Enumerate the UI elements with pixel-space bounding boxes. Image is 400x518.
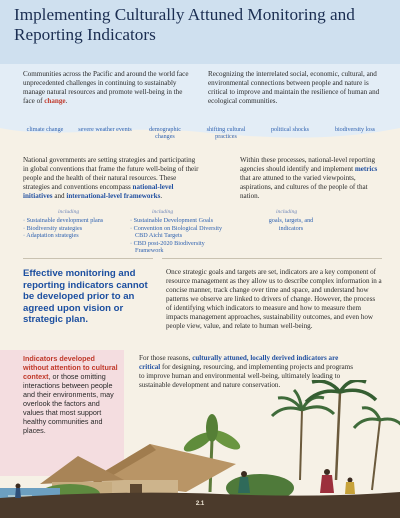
person-icon [15, 484, 21, 499]
strategies-and: and [52, 192, 67, 200]
person-icon [345, 478, 355, 495]
metrics-text: Within these processes, national-level reporting agencies should identify and implement [240, 156, 376, 173]
tag-biodiversity-loss: biodiversity loss [334, 127, 376, 133]
palm-tree-icon [272, 390, 334, 480]
divider [162, 258, 382, 259]
tag-political-shocks: political shocks [270, 127, 310, 133]
indicators-paragraph: Once strategic goals and targets are set, indicators are a key component of resource management as they allow us to describe complex information in a concise manner, track change over time and space, and understand how patterns we observe are linked to drivers of change. However, the process of identifying which indicators to measure and how to measure them impacts management approaches, sustainability outcomes, and even how people view, value, and relate to human well-being. [166, 268, 382, 330]
tag-shifting-cultural-practices: shifting cultural practices [206, 127, 246, 140]
list-item: · Biodiversity strategies [23, 224, 83, 232]
list-item: · Convention on Biological Diversity CBD Aichi Targets [130, 224, 223, 240]
page-title: Implementing Culturally Attuned Monitoring and Reporting Indicators [14, 5, 355, 44]
tag-demographic-changes: demographic changes [149, 127, 181, 140]
international-list [130, 217, 234, 255]
palm-tree-icon [354, 408, 400, 490]
intro-left-end: . [65, 97, 68, 105]
intro-right: Recognizing the interrelated social, economic, cultural, and environmental connections between people and nature is critical to improve and maintain the resilience of human and ecological communities. [208, 70, 380, 105]
page-number: 2.1 [195, 501, 205, 507]
metrics-list [262, 217, 320, 232]
pull-quote: Effective monitoring and reporting indicators cannot be developed prior to an agreed upon vision or strategic plan. [23, 268, 148, 326]
conclusion-rest: for designing, resourcing, and implementing projects and programs to improve human and environmental well-being, ultimately leading to sustainable development and nature conservation. [139, 363, 353, 389]
national-initiatives-highlight: national-level initiatives [23, 183, 174, 200]
cultural-context-highlight: Indicators developed without attention to cultural context [23, 354, 118, 381]
person-icon [238, 471, 250, 493]
metrics-highlight: metrics [354, 165, 378, 173]
list-item: · CBD post-2020 Biodiversity Framework [130, 239, 205, 255]
intro-change-highlight: change [44, 97, 66, 105]
metrics-paragraph [240, 156, 382, 201]
national-list [23, 217, 125, 240]
divider [23, 258, 153, 259]
strategies-text: National governments are setting strategies and participating in global conventions that frame the future well-being of their people and the health of their natural resources. These strategies and conventions encompass [23, 156, 199, 191]
callout-rest: , or those omitting interactions between people and their environments, may overlook the factors and values that most support healthy communities and places. [23, 372, 114, 435]
intro-left [23, 70, 195, 106]
intro-left-text: Communities across the Pacific and around the world face unprecedented challenges in continuing to sustainably manage natural resources and promote well-being in the face of [23, 70, 189, 105]
tag-climate-change: climate change [26, 127, 64, 133]
including-label-national: including [58, 209, 80, 215]
culturally-attuned-highlight: culturally attuned, locally derived indicators are critical [139, 354, 339, 371]
metrics-end: that are attuned to the varied viewpoints, aspirations, and cultures of the people of that nation. [240, 174, 368, 200]
person-icon [320, 469, 334, 493]
strategies-paragraph [23, 156, 201, 201]
tag-severe-weather: severe weather events [78, 127, 132, 133]
including-label-metrics: including [276, 209, 298, 215]
list-item: · Sustainable development plans [23, 217, 104, 224]
strategies-end: . [160, 192, 163, 200]
conclusion-start: For those reasons, [139, 354, 193, 362]
international-frameworks-highlight: international-level frameworks [66, 192, 161, 200]
palm-tree-icon [306, 380, 376, 480]
village-illustration [0, 380, 400, 518]
including-label-international: including [152, 209, 174, 215]
list-item: · Sustainable Development Goals [130, 217, 213, 224]
list-item: goals, targets, and indicators [268, 217, 314, 232]
list-item: · Adaptation strategies [23, 232, 79, 240]
